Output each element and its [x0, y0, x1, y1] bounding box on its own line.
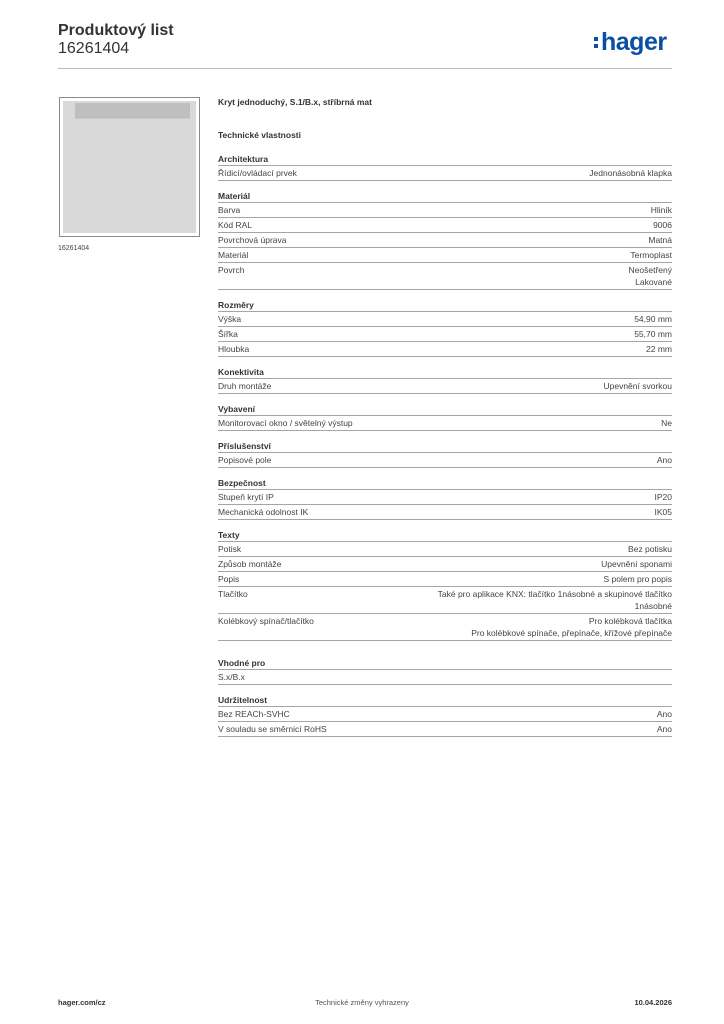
spec-value-line: IK05 — [654, 507, 672, 517]
spec-value-line: IP20 — [654, 492, 672, 502]
spec-label: Kolébkový spínač/tlačítko — [218, 616, 314, 626]
footer-notice: Technické změny vyhrazeny — [315, 998, 409, 1007]
spec-value — [249, 573, 672, 585]
spec-value-line: Upevnění svorkou — [603, 381, 672, 391]
spec-value-line: Termoplast — [630, 250, 672, 260]
section-title: Texty — [218, 529, 672, 542]
spec-value — [258, 588, 672, 612]
spec-section — [218, 153, 672, 181]
spec-content — [218, 95, 672, 746]
spec-section — [218, 694, 672, 737]
spec-value — [291, 558, 672, 570]
spec-row — [218, 670, 672, 685]
spec-value-line: Hliník — [650, 205, 672, 215]
cover-plate — [63, 101, 196, 233]
spec-row — [218, 453, 672, 468]
section-title: Rozměry — [218, 299, 672, 312]
spec-value — [248, 328, 672, 340]
spec-label: Hloubka — [218, 344, 250, 354]
section-title: Materiál — [218, 190, 672, 203]
spec-section — [218, 529, 672, 641]
spec-label: Monitorovací okno / světelný výstup — [218, 418, 353, 428]
product-name: Kryt jednoduchý, S.1/B.x, stříbrná mat — [218, 97, 372, 107]
spec-row — [218, 263, 672, 290]
spec-row — [218, 248, 672, 263]
spec-value-line: 9006 — [653, 220, 672, 230]
product-image-caption: 16261404 — [58, 245, 90, 252]
spec-value — [363, 417, 672, 429]
section-title: Architektura — [218, 153, 672, 166]
spec-value-line: Ano — [656, 455, 672, 465]
footer-website-link[interactable]: hager.com/cz — [58, 998, 106, 1007]
spec-label: Povrchová úprava — [218, 235, 287, 245]
spec-label: Druh montáže — [218, 381, 272, 391]
tech-properties-title: Technické vlastnosti — [218, 130, 301, 140]
spec-label: Materiál — [218, 250, 249, 260]
page-title: Produktový list — [58, 22, 174, 39]
spec-label: Barva — [218, 205, 241, 215]
spec-value-line: Ne — [661, 418, 672, 428]
logo-colon-mark — [594, 34, 599, 51]
spec-row — [218, 327, 672, 342]
spec-value-line: Ano — [656, 709, 672, 719]
spec-label: Potisk — [218, 544, 242, 554]
spec-section — [218, 190, 672, 290]
header-divider — [58, 68, 672, 69]
spec-row — [218, 505, 672, 520]
spec-value-line: Pro kolébkové spínače, přepínače, křížové přepínače — [471, 628, 672, 638]
spec-label: Popisové pole — [218, 455, 272, 465]
spec-value-line: S polem pro popis — [603, 574, 672, 584]
spec-value — [337, 723, 672, 735]
spec-value — [254, 264, 672, 288]
spec-value — [324, 615, 672, 639]
spec-row — [218, 203, 672, 218]
spec-value — [297, 234, 672, 246]
spec-label: S.x/B.x — [218, 672, 245, 682]
spec-label: Tlačítko — [218, 589, 248, 599]
spec-value-line: 22 mm — [646, 344, 672, 354]
spec-label: V souladu se směrnicí RoHS — [218, 724, 327, 734]
spec-value-line: Ano — [656, 724, 672, 734]
spec-value — [281, 380, 672, 392]
spec-row — [218, 233, 672, 248]
spec-row — [218, 166, 672, 181]
spec-value — [251, 543, 672, 555]
spec-value-line: Také pro aplikace KNX: tlačítko 1násobné a skupinové tlačítko — [437, 589, 672, 599]
spec-value — [307, 167, 672, 179]
spec-section — [218, 403, 672, 431]
section-title: Bezpečnost — [218, 477, 672, 490]
spec-label: Mechanická odolnost IK — [218, 507, 309, 517]
spec-row — [218, 379, 672, 394]
spec-value — [250, 204, 672, 216]
label-window — [75, 103, 190, 119]
spec-value-line: Bez potisku — [628, 544, 672, 554]
spec-value-line: 55,70 mm — [634, 329, 672, 339]
spec-row — [218, 722, 672, 737]
spec-value — [318, 506, 672, 518]
spec-label: Povrch — [218, 265, 245, 275]
spec-label: Šířka — [218, 329, 238, 339]
section-title: Příslušenství — [218, 440, 672, 453]
spec-row — [218, 542, 672, 557]
section-title: Udržitelnost — [218, 694, 672, 707]
spec-row — [218, 416, 672, 431]
spec-row — [218, 218, 672, 233]
spec-value — [262, 219, 672, 231]
spec-label: Výška — [218, 314, 242, 324]
spec-value-line: Lakované — [635, 277, 672, 287]
spec-section — [218, 299, 672, 357]
spec-value-line: 1násobné — [634, 601, 672, 611]
spec-label: Řídicí/ovládací prvek — [218, 168, 297, 178]
spec-row — [218, 587, 672, 614]
section-title: Konektivita — [218, 366, 672, 379]
spec-label: Kód RAL — [218, 220, 253, 230]
spec-value-line: Neošetřený — [628, 265, 672, 275]
spec-value-line: 54,90 mm — [634, 314, 672, 324]
spec-row — [218, 572, 672, 587]
spec-row — [218, 490, 672, 505]
spec-label: Bez REACh-SVHC — [218, 709, 290, 719]
spec-section — [218, 657, 672, 685]
spec-value — [259, 343, 672, 355]
spec-label: Stupeň krytí IP — [218, 492, 274, 502]
spec-section — [218, 366, 672, 394]
spec-value — [281, 454, 672, 466]
spec-sections — [218, 153, 672, 737]
spec-label: Způsob montáže — [218, 559, 282, 569]
spec-label: Popis — [218, 574, 240, 584]
spec-row — [218, 707, 672, 722]
spec-value — [284, 491, 672, 503]
spec-value — [255, 671, 672, 683]
section-title: Vhodné pro — [218, 657, 672, 670]
spec-value — [258, 249, 672, 261]
logo-text: hager — [601, 28, 667, 56]
spec-value-line: Jednonásobná klapka — [589, 168, 672, 178]
spec-value — [251, 313, 672, 325]
spec-section — [218, 477, 672, 520]
spec-row — [218, 312, 672, 327]
spec-value-line: Pro kolébková tlačítka — [588, 616, 672, 626]
spec-row — [218, 557, 672, 572]
hager-logo — [594, 28, 667, 56]
footer-date: 10.04.2026 — [634, 998, 672, 1007]
product-image — [59, 97, 200, 237]
spec-row — [218, 342, 672, 357]
spec-section — [218, 440, 672, 468]
spec-value — [300, 708, 672, 720]
product-number: 16261404 — [58, 40, 130, 57]
spec-value-line: Matná — [648, 235, 672, 245]
spec-row — [218, 614, 672, 641]
spec-value-line: Upevnění sponami — [601, 559, 672, 569]
section-title: Vybavení — [218, 403, 672, 416]
